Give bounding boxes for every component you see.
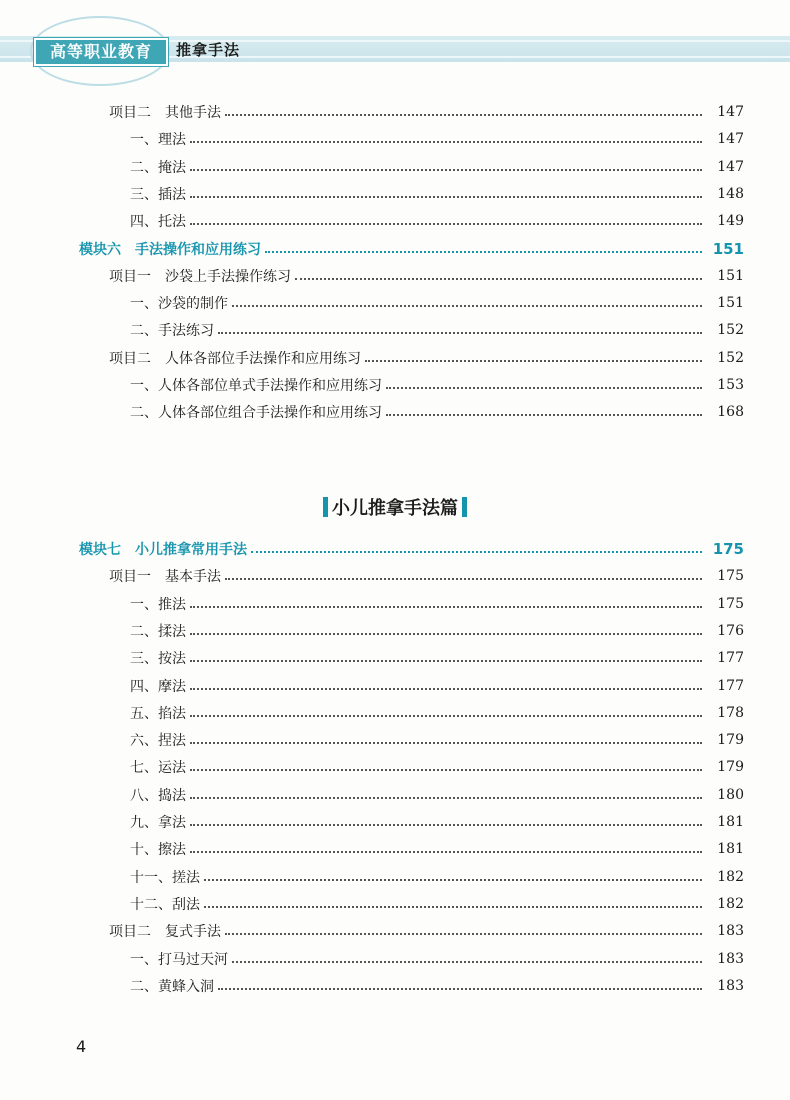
dot-leader [386, 414, 702, 416]
dot-leader [232, 961, 702, 963]
toc-entry-page: 180 [717, 786, 744, 803]
toc-entry-page: 179 [717, 732, 744, 749]
toc-entry-label: 二、掩法 [130, 159, 186, 176]
toc-entry-label: 十一、搓法 [130, 869, 200, 886]
dot-leader [190, 688, 702, 690]
toc-item-row[interactable] [0, 645, 790, 671]
toc-entry-label: 模块六 手法操作和应用练习 [79, 241, 261, 258]
toc-entry-label: 五、掐法 [130, 705, 186, 722]
toc-entry-label: 十、擦法 [130, 842, 186, 859]
toc-entry-label: 项目二 人体各部位手法操作和应用练习 [109, 350, 361, 367]
section-title-text: 小儿推拿手法篇 [332, 498, 458, 519]
toc-entry-label: 二、人体各部位组合手法操作和应用练习 [130, 405, 382, 422]
toc-item-row[interactable] [0, 973, 790, 999]
toc-item-row[interactable] [0, 727, 790, 753]
toc-item-row[interactable] [0, 290, 790, 316]
toc-entry-label: 项目一 基本手法 [109, 569, 221, 586]
dot-leader [190, 797, 702, 799]
toc-module-row[interactable] [0, 236, 790, 262]
dot-leader [365, 360, 702, 362]
toc-item-row[interactable] [0, 208, 790, 234]
toc-entry-label: 三、按法 [130, 651, 186, 668]
dot-leader [251, 551, 702, 553]
toc-entry-label: 项目二 复式手法 [109, 924, 221, 941]
section-title [0, 494, 790, 524]
toc-entry-label: 二、手法练习 [130, 323, 214, 340]
dot-leader [190, 769, 702, 771]
toc-item-row[interactable] [0, 372, 790, 398]
toc-entry-page: 175 [712, 540, 744, 558]
dot-leader [190, 715, 702, 717]
toc-entry-page: 152 [717, 349, 744, 366]
toc-entry-page: 151 [712, 239, 744, 258]
dot-leader [190, 851, 702, 853]
toc-entry-page: 183 [717, 950, 744, 967]
toc-entry-page: 151 [717, 295, 744, 312]
toc-entry-page: 177 [717, 677, 744, 694]
toc-entry-label: 四、托法 [130, 214, 186, 231]
toc-module-row[interactable] [0, 536, 790, 562]
toc-entry-page: 182 [717, 895, 744, 912]
toc-project-row[interactable] [0, 99, 790, 125]
dot-leader [225, 114, 702, 116]
dot-leader [218, 988, 702, 990]
toc-item-row[interactable] [0, 126, 790, 152]
dot-leader [225, 933, 702, 935]
dot-leader [190, 742, 702, 744]
toc-item-row[interactable] [0, 700, 790, 726]
toc-entry-page: 176 [717, 622, 744, 639]
dot-leader [190, 141, 702, 143]
toc-project-row[interactable] [0, 263, 790, 289]
toc-project-row[interactable] [0, 345, 790, 371]
toc-entry-page: 175 [717, 595, 744, 612]
toc-entry-page: 178 [717, 704, 744, 721]
toc-entry-page: 149 [717, 213, 744, 230]
page-header [0, 0, 790, 80]
toc-entry-label: 二、黄蜂入洞 [130, 978, 214, 995]
toc-entry-label: 九、拿法 [130, 815, 186, 831]
toc-item-row[interactable] [0, 181, 790, 207]
toc-entry-page: 148 [717, 185, 744, 202]
toc-entry-page: 147 [717, 104, 744, 120]
toc-item-row[interactable] [0, 836, 790, 862]
toc-entry-page: 175 [717, 568, 744, 585]
toc-entry-label: 六、捏法 [130, 733, 186, 750]
section-bar-left [323, 497, 328, 517]
dot-leader [190, 169, 702, 171]
dot-leader [295, 278, 702, 280]
toc-entry-label: 模块七 小儿推拿常用手法 [79, 542, 247, 558]
toc-item-row[interactable] [0, 864, 790, 890]
toc-item-row[interactable] [0, 618, 790, 644]
dot-leader [190, 660, 702, 662]
toc-item-row[interactable] [0, 399, 790, 425]
dot-leader [190, 196, 702, 198]
dot-leader [218, 332, 702, 334]
toc-item-row[interactable] [0, 673, 790, 699]
dot-leader [265, 251, 702, 253]
toc-entry-page: 153 [717, 377, 744, 393]
toc-entry-label: 项目二 其他手法 [109, 105, 221, 121]
toc-entry-label: 一、推法 [130, 596, 186, 613]
toc-entry-label: 一、理法 [130, 132, 186, 149]
toc-entry-label: 二、揉法 [130, 623, 186, 640]
toc-entry-label: 四、摩法 [130, 678, 186, 695]
dot-leader [204, 906, 702, 908]
toc-entry-label: 一、打马过天河 [130, 951, 228, 968]
dot-leader [204, 879, 702, 881]
toc-entry-page: 183 [717, 923, 744, 940]
toc-entry-page: 179 [717, 759, 744, 776]
toc-item-row[interactable] [0, 154, 790, 180]
toc-entry-label: 十二、刮法 [130, 896, 200, 913]
toc-project-row[interactable] [0, 563, 790, 589]
toc-project-row[interactable] [0, 918, 790, 944]
dot-leader [232, 305, 702, 307]
dot-leader [190, 824, 702, 826]
dot-leader [190, 606, 702, 608]
toc-entry-label: 七、运法 [130, 760, 186, 777]
toc-entry-label: 一、沙袋的制作 [130, 296, 228, 313]
toc-entry-page: 181 [717, 841, 744, 858]
toc-item-row[interactable] [0, 809, 790, 835]
toc-entry-label: 八、捣法 [130, 787, 186, 804]
toc-item-row[interactable] [0, 317, 790, 343]
toc-item-row[interactable] [0, 754, 790, 780]
dot-leader [190, 223, 702, 225]
toc-entry-page: 151 [717, 267, 744, 284]
toc-entry-page: 147 [717, 158, 744, 175]
toc-entry-page: 152 [717, 322, 744, 339]
toc-entry-page: 177 [717, 650, 744, 667]
toc-item-row[interactable] [0, 591, 790, 617]
toc-item-row[interactable] [0, 946, 790, 972]
section-bar-right [462, 497, 467, 517]
toc-item-row[interactable] [0, 891, 790, 917]
dot-leader [225, 578, 702, 580]
page-number: 4 [76, 1037, 87, 1056]
dot-leader [190, 633, 702, 635]
book-subject: 推拿手法 [176, 41, 241, 59]
toc-entry-page: 147 [717, 131, 744, 148]
toc-entry-label: 一、人体各部位单式手法操作和应用练习 [130, 378, 382, 394]
brand-badge: 高等职业教育 [34, 38, 168, 66]
toc-entry-label: 项目一 沙袋上手法操作练习 [109, 268, 291, 285]
toc-item-row[interactable] [0, 782, 790, 808]
toc-entry-page: 183 [717, 977, 744, 994]
dot-leader [386, 387, 702, 389]
toc-entry-page: 182 [717, 868, 744, 885]
toc-entry-label: 三、插法 [130, 186, 186, 203]
toc-entry-page: 168 [717, 404, 744, 421]
toc-entry-page: 181 [717, 814, 744, 830]
